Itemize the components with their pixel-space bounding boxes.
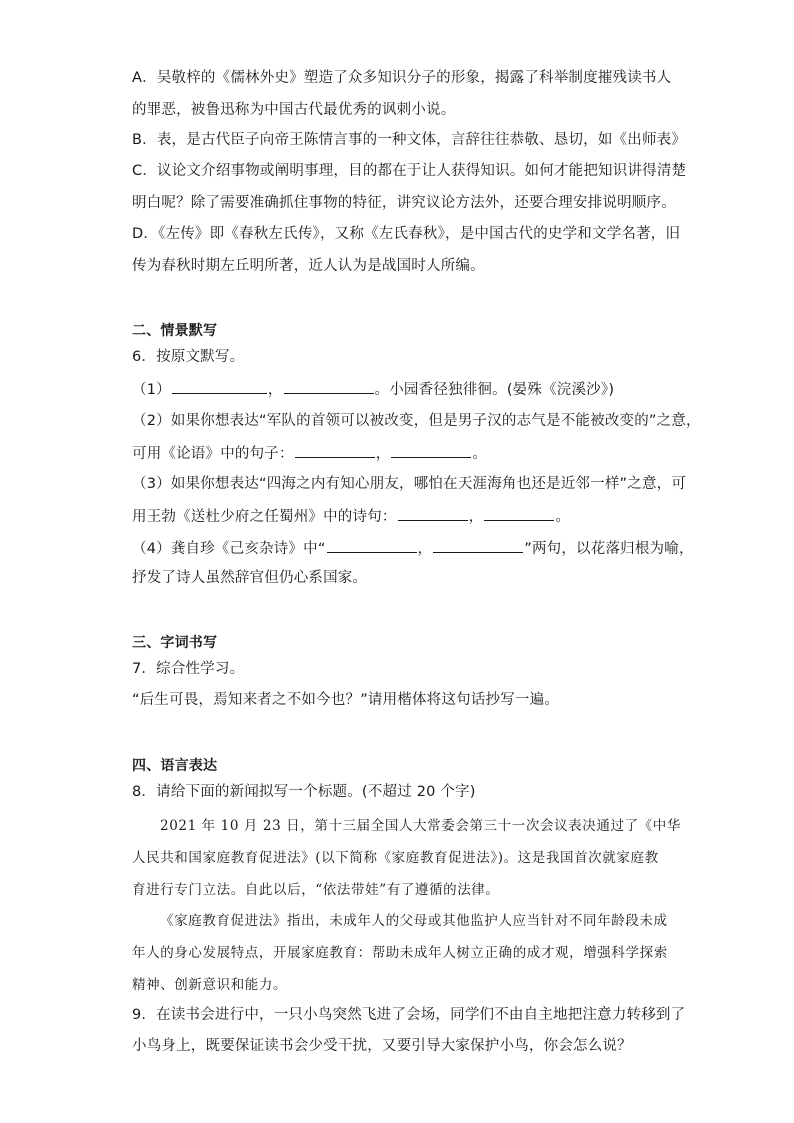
news-passage-line: 育进行专门立法。自此以后，“依法带娃”有了遵循的法律。 — [132, 882, 500, 898]
answer-blank[interactable] — [327, 537, 417, 553]
option-c-line2: 明白呢？除了需要准确抓住事物的特征，讲究议论方法外，还要合理安排说明顺序。 — [132, 195, 676, 211]
q6-part2-line2 — [132, 442, 487, 464]
news-passage-line: 年人的身心发展特点，开展家庭教育：帮助未成年人树立正确的成才观，增强科学探索 — [132, 945, 668, 961]
answer-blank[interactable] — [391, 442, 471, 458]
section-heading-writing: 三、字词书写 — [132, 635, 218, 651]
question-6: 6．按原文默写。 — [132, 349, 245, 365]
q6-part1-prefix: （1） — [132, 382, 171, 398]
q6-part2-prefix: 可用《论语》中的句子： — [132, 446, 294, 462]
question-9-line2: 小鸟身上，既要保证读书会少受干扰，又要引导大家保护小鸟，你会怎么说？ — [132, 1038, 632, 1054]
q6-part1-suffix: 。小园香径独徘徊。(晏殊《浣溪沙》) — [374, 382, 615, 398]
answer-blank[interactable] — [172, 378, 267, 394]
q6-part3-comma: ， — [468, 509, 484, 525]
section-heading-recitation: 二、情景默写 — [132, 323, 218, 339]
q6-part3-line1: （3）如果你想表达“四海之内有知心朋友，哪怕在天涯海角也还是近邻一样”之意，可 — [132, 476, 687, 492]
question-7-text: “后生可畏，焉知来者之不如今也？”请用楷体将这句话抄写一遍。 — [132, 692, 560, 708]
news-passage-line: 2021 年 10 月 23 日，第十三届全国人大常委会第三十一次会议表决通过了《中华 — [160, 818, 681, 834]
q6-part4-prefix: （4）龚自珍《己亥杂诗》中“ — [132, 541, 326, 557]
question-9-line1: 9．在读书会进行中，一只小鸟突然飞进了会场，同学们不由自主地把注意力转移到了 — [132, 1007, 686, 1023]
answer-blank[interactable] — [284, 378, 374, 394]
option-a-line1: A．吴敬梓的《儒林外史》塑造了众多知识分子的形象，揭露了科举制度摧残读书人 — [132, 70, 672, 86]
q6-part2-suffix: 。 — [472, 446, 488, 462]
answer-blank[interactable] — [398, 505, 468, 521]
answer-blank[interactable] — [433, 537, 523, 553]
news-passage-line: 精神、创新意识和能力。 — [132, 977, 288, 993]
q6-part3-suffix: 。 — [555, 509, 571, 525]
q6-part4-line2: 抒发了诗人虽然辞官但仍心系国家。 — [132, 570, 368, 586]
option-d-line2: 传为春秋时期左丘明所著，近人认为是战国时人所编。 — [132, 258, 485, 274]
news-passage-line: 人民共和国家庭教育促进法》(以下简称《家庭教育促进法》)。这是我国首次就家庭教 — [132, 850, 659, 866]
option-d-line1: D．《左传》即《春秋左氏传》，又称《左氏春秋》，是中国古代的史学和文学名著，旧 — [132, 226, 681, 242]
option-b-line1: B．表，是古代臣子向帝王陈情言事的一种文体，言辞往往恭敬、恳切，如《出师表》 — [132, 132, 687, 148]
q6-part2-line1: （2）如果你想表达“军队的首领可以被改变，但是男子汉的志气是不能被改变的”之意， — [132, 413, 701, 429]
q6-part1-comma: ， — [267, 382, 283, 398]
option-a-line2: 的罪恶，被鲁迅称为中国古代最优秀的讽刺小说。 — [132, 102, 456, 118]
option-c-line1: C．议论文介绍事物或阐明事理，目的都在于让人获得知识。如何才能把知识讲得清楚 — [132, 163, 687, 179]
q6-part4-suffix: ”两句，以花落归根为喻， — [524, 541, 694, 557]
q6-part1 — [132, 378, 614, 400]
answer-blank[interactable] — [295, 442, 375, 458]
news-passage-line: 《家庭教育促进法》指出，未成年人的父母或其他监护人应当针对不同年龄段未成 — [160, 913, 668, 929]
answer-blank[interactable] — [484, 505, 554, 521]
q6-part3-prefix: 用王勃《送杜少府之任蜀州》中的诗句： — [132, 509, 397, 525]
q6-part4-line1 — [132, 537, 694, 559]
q6-part4-comma: ， — [417, 541, 433, 557]
q6-part3-line2 — [132, 505, 570, 527]
section-heading-expression: 四、语言表达 — [132, 758, 218, 774]
q6-part2-comma: ， — [375, 446, 391, 462]
question-8: 8．请给下面的新闻拟写一个标题。(不超过 20 个字) — [132, 784, 476, 800]
question-7: 7．综合性学习。 — [132, 661, 245, 677]
